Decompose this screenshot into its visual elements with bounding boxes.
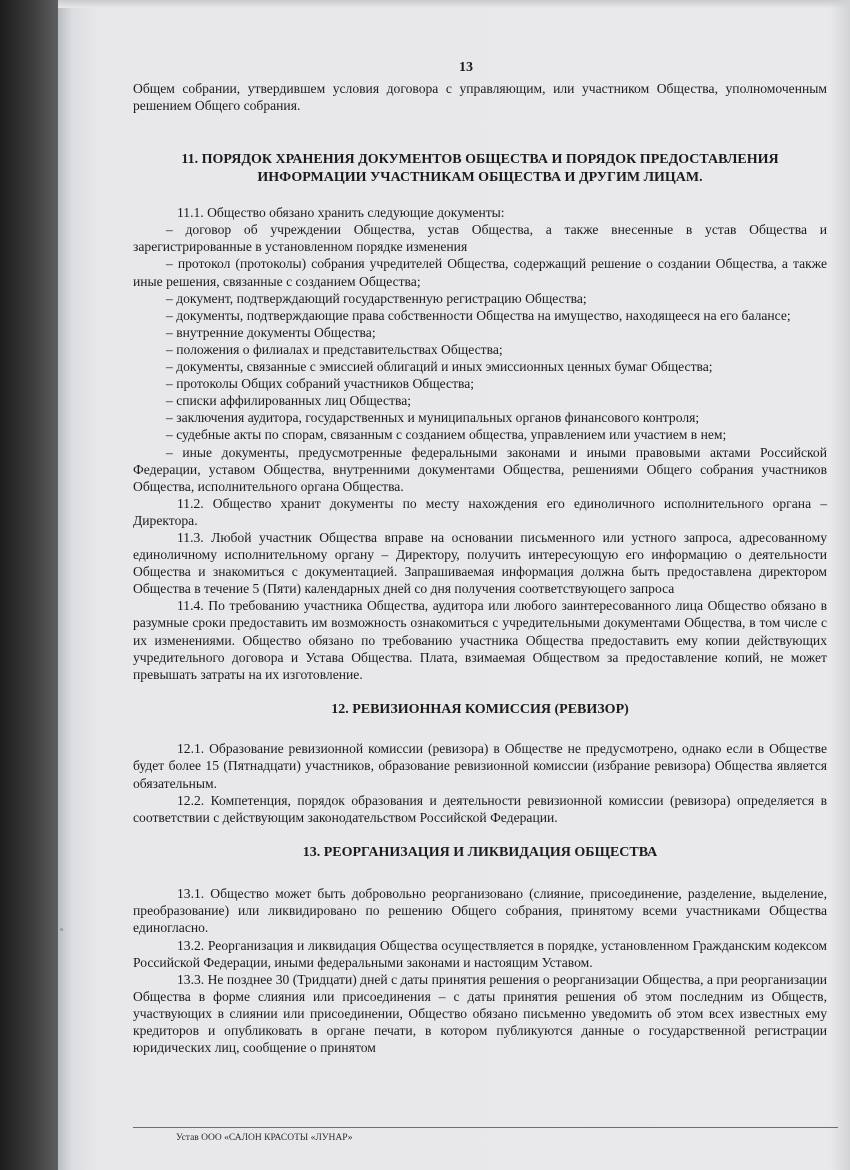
list-item: – заключения аудитора, государственных и муниципальных органов финансового контроля;: [166, 410, 700, 426]
intro-paragraph: Общем собрании, утвердившем условия договора с управляющим, или участником Общества, уполномоченным решением Общего собрания.: [133, 81, 827, 114]
footer-divider: [133, 1127, 838, 1128]
paragraph-13-2: 13.2. Реорганизация и ликвидация Общества осуществляется в порядке, установленном Гражданским кодексом Российской Федерации, иными федеральными законами и настоящим Уставом.: [133, 937, 827, 970]
list-item: – протокол (протоколы) собрания учредителей Общества, содержащий решение о создании Общества, а также иные решения, связанные с созданием Общества;: [133, 256, 827, 289]
list-item: – договор об учреждении Общества, устав Общества, а также внесенные в устав Общества и зарегистрированные в установленном порядке изменения: [133, 222, 827, 255]
paragraph-11-1: 11.1. Общество обязано хранить следующие документы:: [177, 205, 505, 221]
document-body: [133, 80, 827, 1056]
list-item: – списки аффилированных лиц Общества;: [166, 393, 412, 409]
scan-speck: [60, 928, 63, 931]
list-item: – судебные акты по спорам, связанным с созданием общества, управлением или участием в нем;: [166, 427, 727, 443]
section-12-heading: 12. РЕВИЗИОННАЯ КОМИССИЯ (РЕВИЗОР): [331, 701, 629, 717]
list-item: – документы, связанные с эмиссией облигаций и иных эмиссионных ценных бумаг Общества;: [166, 359, 713, 375]
list-item: – внутренние документы Общества;: [166, 324, 376, 340]
list-item: – протоколы Общих собраний участников Общества;: [166, 376, 475, 392]
page-number: 13: [459, 60, 473, 75]
list-item: – документы, подтверждающие права собственности Общества на имущество, находящееся на его балансе;: [166, 307, 791, 323]
list-item: – положения о филиалах и представительствах Общества;: [166, 341, 503, 357]
section-13-heading: 13. РЕОРГАНИЗАЦИЯ И ЛИКВИДАЦИЯ ОБЩЕСТВА: [302, 844, 658, 860]
paragraph-11-3: 11.3. Любой участник Общества вправе на основании письменного или устного запроса, адресованному единоличному исполнительному органу – Директору, получить интересующую его информацию о деятельности Общества и знакомиться с документацией. Запрашиваемая информация должна быть предоставлена директором Общества в течение 5 (Пяти) календарных дней со дня получения соответствующего запроса: [133, 529, 827, 597]
document-page: [58, 0, 850, 1170]
page-top-edge: [58, 0, 850, 8]
paragraph-12-2: 12.2. Компетенция, порядок образования и деятельности ревизионной комиссии (ревизора) определяется в соответствии с действующим законодательством Российской Федерации.: [133, 792, 827, 825]
paragraph-13-1: 13.1. Общество может быть добровольно реорганизовано (слияние, присоединение, разделение, выделение, преобразование) или ликвидировано по решению Общего собрания, принятому всеми участниками Общества единогласно.: [133, 886, 827, 936]
footer-text: Устав ООО «САЛОН КРАСОТЫ «ЛУНАР»: [176, 1133, 353, 1143]
paragraph-13-3: 13.3. Не позднее 30 (Тридцати) дней с даты принятия решения о реорганизации Общества, а при реорганизации Общества в форме слияния или присоединения – с даты принятия решения об этом последним из Обществ, участвующих в слиянии или присоединении, Общество обязано письменно уведомить об этом всех известных ему кредиторов и опубликовать в органе печати, в котором публикуются данные о государственной регистрации юридических лиц, сообщение о принятом: [133, 971, 827, 1056]
paragraph-11-2: 11.2. Общество хранит документы по месту нахождения его единоличного исполнительного органа – Директора.: [133, 495, 827, 528]
list-item: – иные документы, предусмотренные федеральными законами и иными правовыми актами Российской Федерации, уставом Общества, внутренними документами Общества, решениями Общего собрания участников Общества, исполнительного органа Общества.: [133, 444, 827, 494]
list-item: – документ, подтверждающий государственную регистрацию Общества;: [166, 290, 587, 306]
section-11-heading: 11. ПОРЯДОК ХРАНЕНИЯ ДОКУМЕНТОВ ОБЩЕСТВА И ПОРЯДОК ПРЕДОСТАВЛЕНИЯ ИНФОРМАЦИИ УЧАСТНИКАМ ОБЩЕСТВА И ДРУГИМ ЛИЦАМ.: [181, 152, 779, 185]
paragraph-11-4: 11.4. По требованию участника Общества, аудитора или любого заинтересованного лица Общество обязано в разумные сроки предоставить им возможность ознакомиться с учредительными документами Общества, в том числе с их изменениями. Общество обязано по требованию участника Общества предоставить ему копии действующих учредительного договора и Устава Общества. Плата, взимаемая Обществом за предоставление копий, не может превышать затраты на их изготовление.: [133, 598, 827, 682]
paragraph-12-1: 12.1. Образование ревизионной комиссии (ревизора) в Обществе не предусмотрено, однако если в Обществе будет более 15 (Пятнадцати) участников, образование ревизионной комиссии (избрание ревизора) Общества является обязательным.: [133, 741, 827, 791]
page-right-edge: [830, 0, 850, 1170]
